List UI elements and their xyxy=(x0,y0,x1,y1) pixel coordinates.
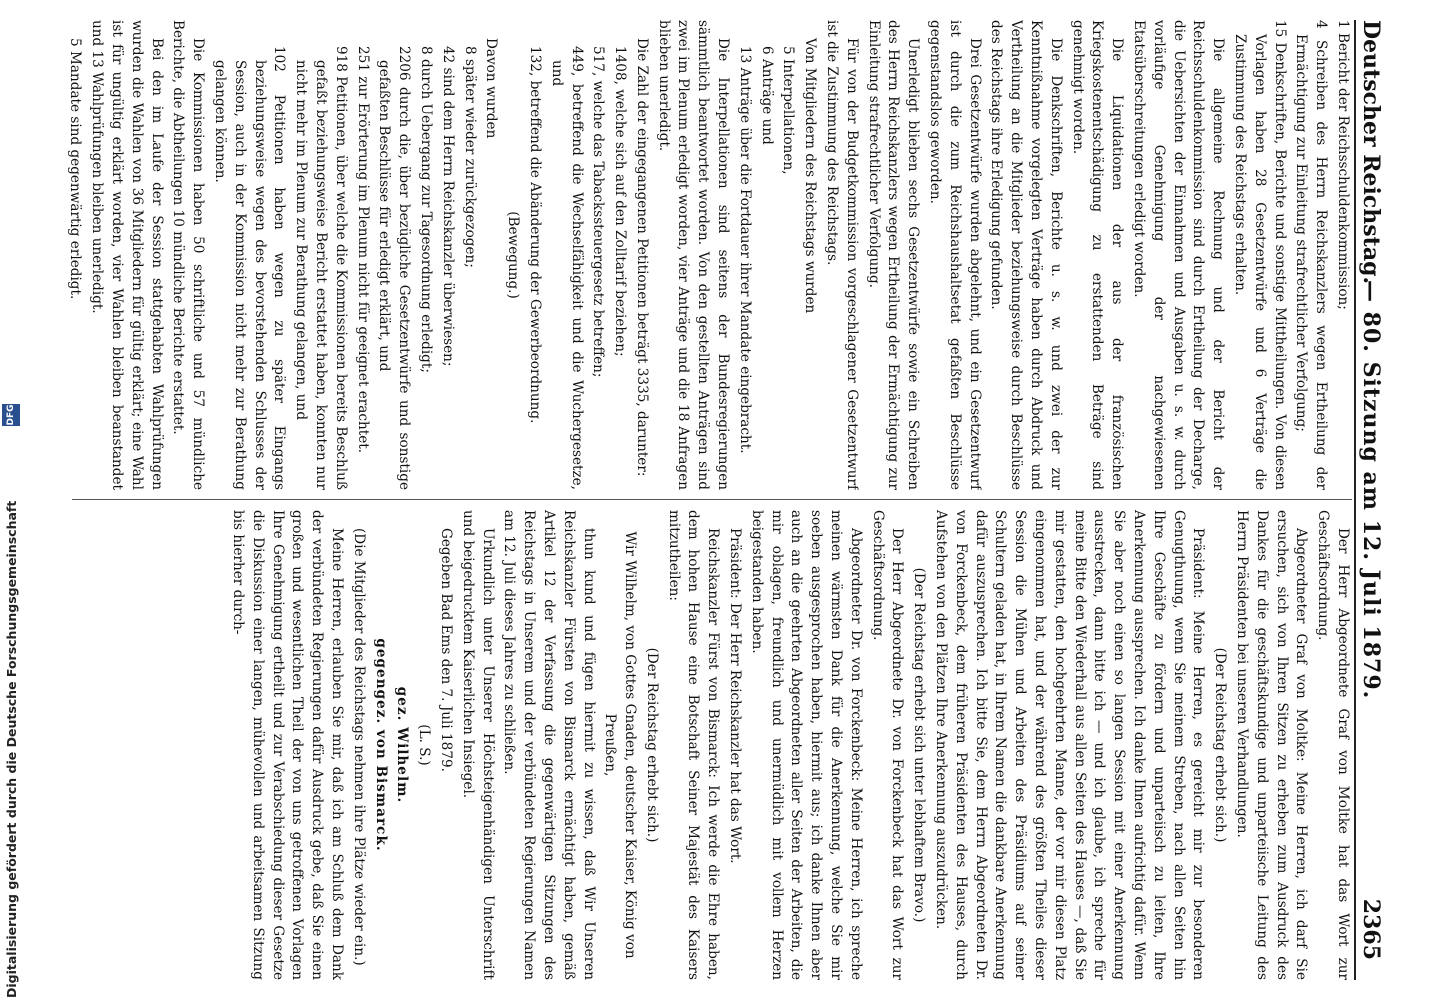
right-column-paragraph: (Der Reichstag erhebt sich unter lebhaftem Bravo.) xyxy=(911,567,928,923)
left-column-paragraph: (Bewegung.) xyxy=(505,211,522,299)
left-column-paragraph: Die Kommissionen haben 50 schriftliche und 57 mündliche Berichte, die Abtheilungen 10 mündliche Berichte erstattet. xyxy=(170,20,207,490)
left-column-paragraph: Die Interpellationen sind seitens der Bundesregierungen sämmtlich beantwortet worden. Von den gestellten Anträgen sind zwei im Plenum erledigt worden, vier Anträge und die 18 Anfragen blieben unerledigt. xyxy=(655,20,732,490)
left-column-paragraph: 6 Anträge und xyxy=(758,46,775,145)
left-column-paragraph: 5 Interpellationen, xyxy=(780,46,797,175)
right-column-paragraph: gez. Wilhelm. xyxy=(394,686,411,804)
right-column-paragraph: Präsident: Meine Herren, es gereicht mir zur besonderen Genugthuung, wenn Sie meinem Streben, nach allen Seiten hin Ihre Geschäfte zu fördern und unparteiisch zu leiten, Ihre Anerkennung aussprechen. Ich danke Ihnen aufrichtig dafür. Wenn Sie aber noch einen so langen Session mit einer Anerkennung ausstrecken, dann bitte ich — und ich glaube, ich spreche für meine Bitte den Wiederhall aus allen Seiten des Hauses —, daß Sie mir gestatten, den hochgeehrten Manne, der vor mir diesen Platz eingenommen hat, und der während des größten Theiles dieser Session die Mühen und Arbeiten des Präsidiums auf seiner Schultern geladen hat, in Ihrem Namen die dankbare Anerkennung dafür auszusprechen. Ich bitte Sie, dem Herrn Abgeordneten Dr. von Forckenbeck, dem früheren Präsidenten des Hauses, durch Aufstehen von den Plätzen Ihre Anerkennung auszudrücken. xyxy=(933,510,1207,980)
left-column-paragraph: 42 sind dem Herrn Reichskanzler überwiesen; xyxy=(439,46,456,367)
right-column-paragraph: Abgeordneter Dr. von Forckenbeck: Meine Herren, ich spreche meinen wärmsten Dank für die Anerkennung, welche Sie mir soeben ausgesprochen haben, hiermit aus; ich danke Ihnen aber auch an die geehrten Abgeordneten aller Seiten der Arbeiten, die mir oblagen, freundlich und unermüdlich mit vollem Herzen beigestanden haben. xyxy=(748,510,864,980)
left-column-paragraph: 5 Mandate sind gegenwärtig erledigt. xyxy=(67,38,84,300)
right-column-paragraph: Urkundlich unter Unserer Höchsteigenhändigen Unterschrift und beigedrucktem Kaiserlichen Insiegel. xyxy=(459,510,496,980)
left-column-paragraph: 449, betreffend die Wechselfähigkeit und die Wuchergesetze, und xyxy=(548,46,585,490)
left-column xyxy=(52,20,1352,490)
left-column-paragraph: Unerledigt blieben sechs Gesetzentwürfe sowie ein Schreiben des Herrn Reichskanzlers wegen Ertheilung der Ermächtigung zur Einleitung strafrechtlicher Verfolgung. xyxy=(865,20,922,490)
left-column-paragraph: 15 Denkschriften, Berichte und sonstige Mittheilungen. Von diesen Vorlagen haben 28 Gesetzentwürfe und 6 Verträge die Zustimmung des Reichstags erhalten. xyxy=(1232,20,1288,490)
page-number: 2365 xyxy=(1358,898,1384,960)
left-column-paragraph: Die allgemeine Rechnung und der Bericht der Reichsschuldenkommission sind durch Ertheilung der Decharge, die Uebersichten der Einnahmen und Ausgaben u. s. w. durch vorläufige Genehmigung der nachgewiesenen Etatsüberschreitungen erledigt worden. xyxy=(1131,20,1227,490)
column-divider xyxy=(72,499,1352,500)
header-title: Deutscher Reichstag. xyxy=(1358,20,1384,285)
rotated-page-content xyxy=(36,20,1386,980)
page-header xyxy=(1354,20,1386,980)
right-column-paragraph: Wir Wilhelm, von Gottes Gnaden, deutscher Kaiser, König von Preußen, xyxy=(602,531,639,959)
right-column-paragraph: (Der Reichstag erhebt sich.) xyxy=(643,647,660,843)
left-column-paragraph: 1408, welche sich auf den Zolltarif beziehen; xyxy=(612,46,629,357)
left-column-paragraph: 8 durch Uebergang zur Tagesordnung erledigt; xyxy=(417,46,434,373)
left-column-paragraph: 102 Petitionen haben wegen zu später Eingangs beziehungsweise wegen des bevorstehenden Schlusses der Session, auch in der Kommission nicht mehr zur Berathung gelangen können. xyxy=(211,46,288,490)
left-column-paragraph: 918 Petitionen, über welche die Kommissionen bereits Beschluß gefaßt beziehungsweise Bericht erstattet haben, konnten nur nicht mehr im Plenum zur Berathung gelangen, und xyxy=(293,46,349,490)
left-column-paragraph: 251 zur Erörterung im Plenum nicht für geeignet erachtet. xyxy=(354,46,371,454)
digitization-credit: Digitalisierung gefördert durch die Deutsche Forschungsgemeinschaft xyxy=(4,500,19,998)
right-column-paragraph: (Die Mitglieder des Reichstags nehmen ihre Plätze wieder ein.) xyxy=(350,528,367,966)
left-column-paragraph: Die Liquidationen der aus der französischen Kriegskostenentschädigung zu erstattenden Beträge sind genehmigt worden. xyxy=(1069,20,1126,490)
left-column-paragraph: Die Zahl der eingegangenen Petitionen beträgt 3335, darunter: xyxy=(633,38,650,477)
right-column-paragraph: (Der Reichstag erhebt sich.) xyxy=(1212,647,1229,843)
dfg-logo: DFG xyxy=(2,404,20,426)
left-column-paragraph: Für von der Budgetkommission vorgeschlagener Gesetzentwurf ist die Zustimmung des Reichstags. xyxy=(824,20,860,490)
left-column-paragraph: Die Denkschriften, Berichte u. s. w. und zwei der zur Kenntnißnahme vorgelegten Verträge haben durch Abdruck und Vertheilung an die Mitglieder beziehungsweise durch Beschlüsse des Reichstags ihre Erledigung gefunden. xyxy=(988,20,1064,490)
left-column-paragraph: 1 Bericht der Reichsschuldenkommission; xyxy=(1335,20,1351,310)
right-column xyxy=(52,510,1352,980)
right-column-paragraph: Gegeben Bad Ems den 7. Juli 1879. xyxy=(437,528,454,772)
left-column-paragraph: 517, welche das Tabackssteuergesetz betreffen; xyxy=(590,46,607,378)
right-column-paragraph: thun kund und fügen hiermit zu wissen, daß Wir Unseren Reichskanzler Fürsten von Bismarck ermächtigt haben, gemäß Artikel 12 der Verfassung die gegenwärtigen Sitzungen des Reichstags in Unserem und der verbündeten Regierungen Namen am 12. Juli dieses Jahres zu schließen. xyxy=(501,510,597,980)
left-column-paragraph: Bei den im Laufe der Session stattgehabten Wahlprüfungen wurden die Wahlen von 36 Mitgliedern für gültig erklärt; eine Wahl ist für ungültig erklärt worden, vier Wahlen bleiben beanstandet und 13 Wahlprüfungen bleiben unerledigt. xyxy=(89,20,165,490)
left-column-paragraph: 13 Anträge über die Fortdauer ihrer Mandate eingebracht. xyxy=(736,46,753,454)
left-column-paragraph: Drei Gesetzentwürfe wurden abgelehnt, und ein Gesetzentwurf ist durch die zum Reichshaushaltsetat gefaßten Beschlüsse gegenstandslos geworden. xyxy=(927,20,983,490)
right-column-paragraph: gegengez. von Bismarck. xyxy=(372,638,389,852)
right-column-paragraph: Der Herr Abgeordnete Graf von Moltke hat das Wort zur Geschäftsordnung. xyxy=(1315,510,1351,980)
left-column-paragraph: Davon wurden xyxy=(483,38,500,139)
left-column-paragraph: 4 Schreiben des Herrn Reichskanzlers wegen Ertheilung der Ermächtigung zur Einleitung strafrechtlicher Verfolgung; xyxy=(1293,20,1330,490)
right-column-paragraph: Meine Herren, erlauben Sie mir, daß ich am Schluß dem Dank der verbündeten Regierungen dafür Ausdruck gebe, daß Sie einen großen und wesentlichen Theil der von uns getroffenen Vorlagen Ihre Genehmigung ertheilt und zur Verabschiedung dieser Gesetze die Diskussion einer langen, mühevollen und arbeitsamen Sitzung bis hierher durch- xyxy=(229,510,345,980)
right-column-paragraph: Der Herr Abgeordnete Dr. von Forckenbeck hat das Wort zur Geschäftsordnung. xyxy=(869,510,906,980)
left-column-paragraph: 2206 durch die, über bezügliche Gesetzentwürfe und sonstige gefaßten Beschlüsse für erledigt erklärt, und xyxy=(376,46,413,490)
right-column-paragraph: (L. S.) xyxy=(416,724,433,766)
left-column-paragraph: 8 später wieder zurückgezogen; xyxy=(461,46,478,268)
right-column-paragraph: Präsident: Der Herr Reichskanzler hat das Wort. xyxy=(727,528,744,864)
right-column-paragraph: Reichskanzler Fürst von Bismarck: Ich werde die Ehre haben, dem hohen Hause eine Botschaft Seiner Majestät des Kaisers mitzutheilen: xyxy=(665,510,722,980)
left-column-paragraph: 132, betreffend die Abänderung der Gewerbeordnung. xyxy=(526,46,543,424)
left-column-paragraph: Von Mitgliedern des Reichstags wurden xyxy=(802,38,819,314)
header-session: — 80. Sitzung am 12. Juli 1879. xyxy=(1358,280,1384,700)
right-column-paragraph: Abgeordneter Graf von Moltke: Meine Herren, ich darf Sie ersuchen, sich von Ihren Sitzen zu erheben zum Ausdruck des Dankes für die geschäftskundige und unparteiische Leitung des Herrn Präsidenten bei unseren Verhandlungen. xyxy=(1234,510,1310,980)
